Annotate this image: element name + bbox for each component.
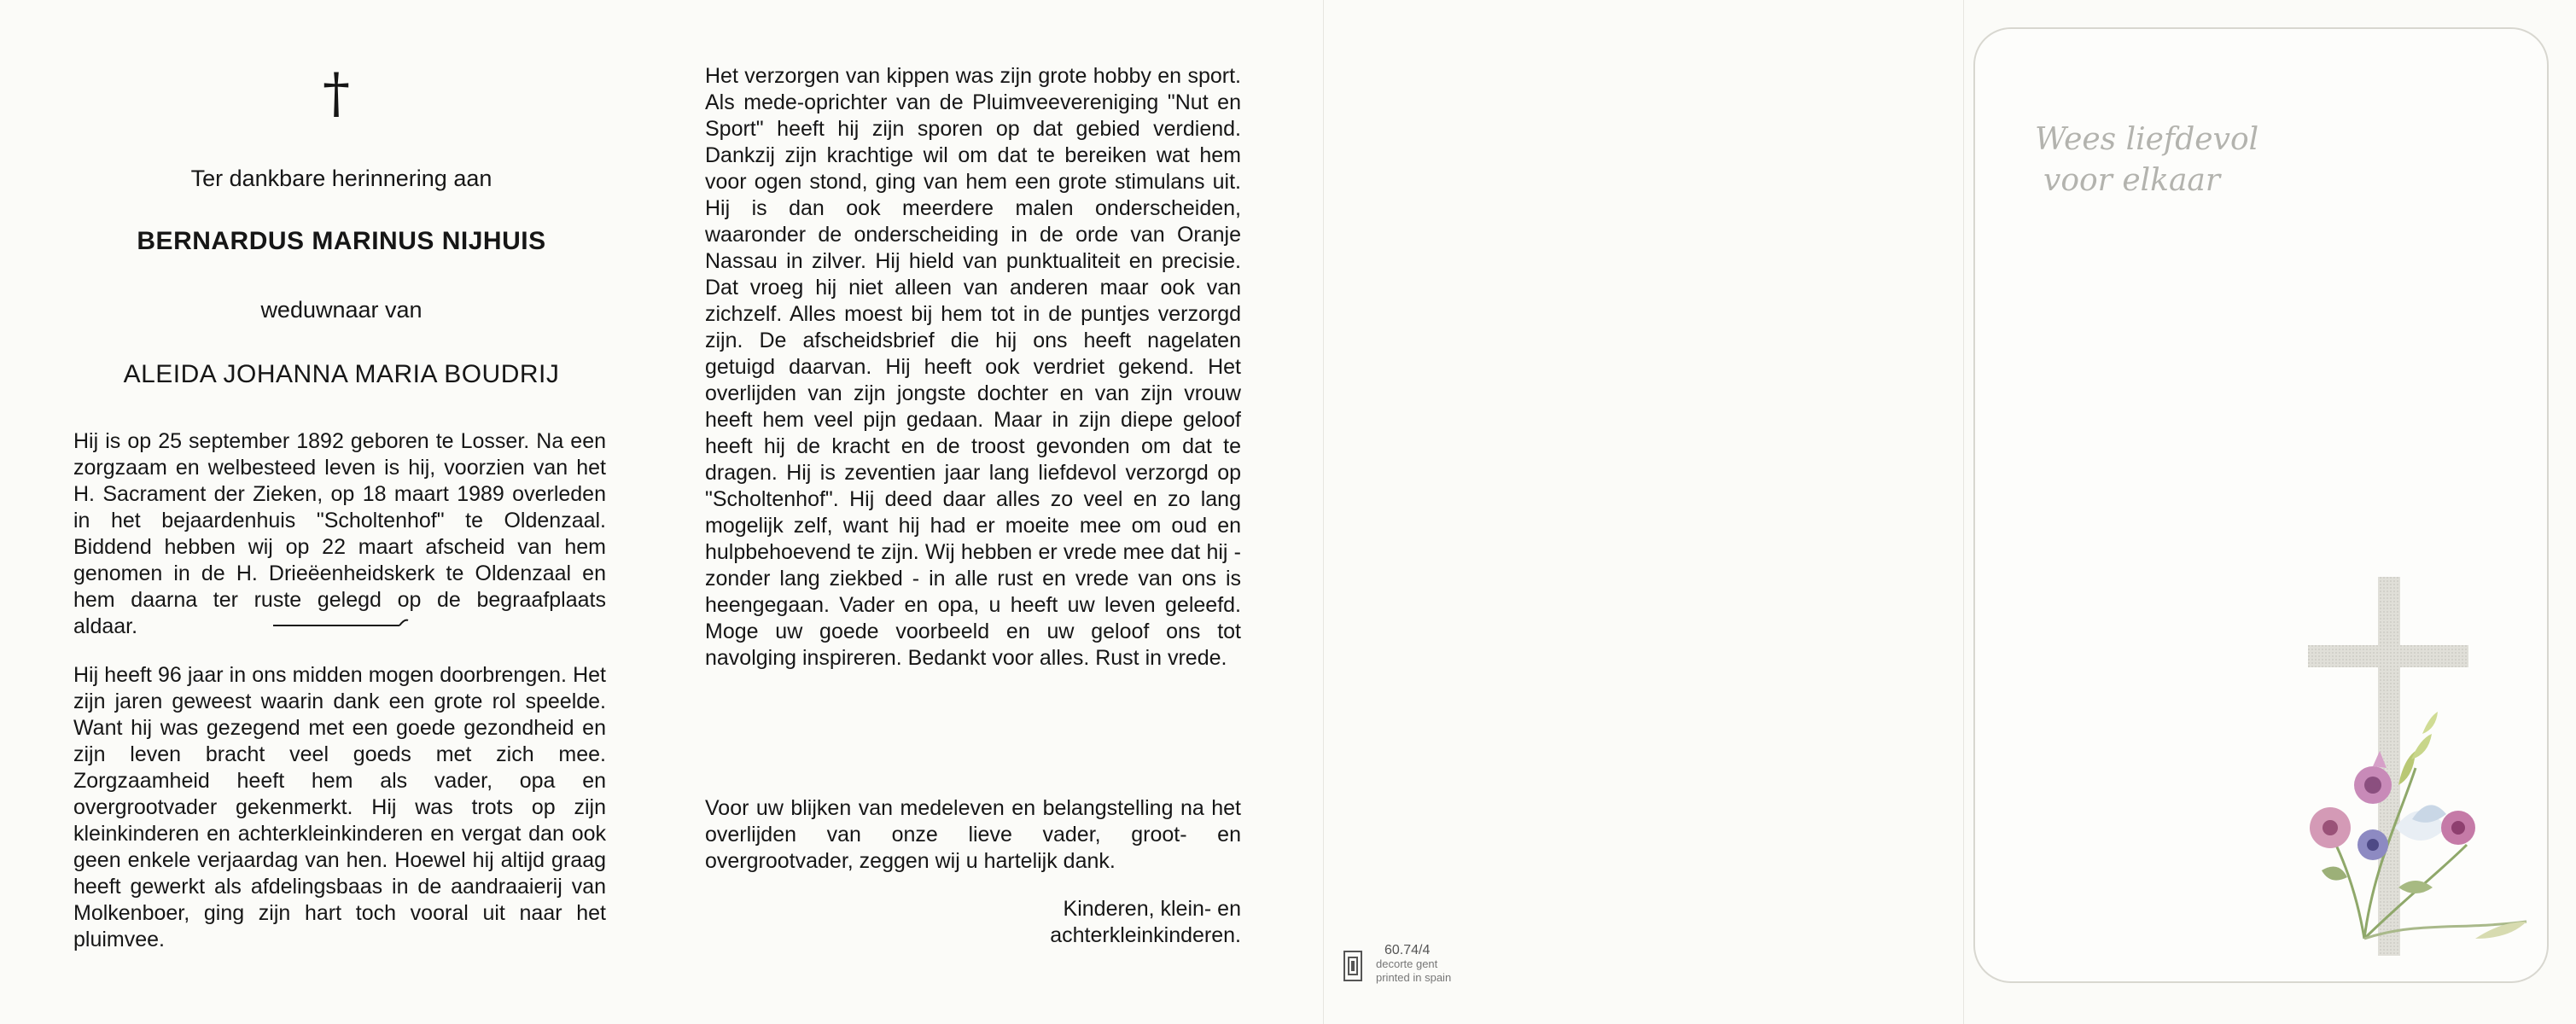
life-paragraph: Hij heeft 96 jaar in ons midden mogen doorbrengen. Het zijn jaren geweest waarin dank een grote rol speelde. Want hij was gezegend met een goede gezondheid en zijn leven bracht veel goeds met zich mee. Zorgzaamheid heeft hem als vader, opa en overgrootvader gekenmerkt. Hij was trots op zijn kleinkinderen en achterkleinkinderen en vergat dan ook geen enkele verjaardag van hen. Hoewel hij altijd graag heeft gewerkt als afdelingsbaas in de aandraaierij van Molkenboer, ging zijn hart toch vooral uit naar het pluimvee.: [73, 663, 606, 951]
motto-line: voor elkaar: [2043, 163, 2221, 198]
motto: [2035, 119, 2258, 201]
publisher-logo-icon: [1343, 951, 1362, 981]
signoff: [982, 896, 1241, 949]
signoff-line: achterkleinkinderen.: [1050, 923, 1241, 947]
relation-line: weduwnaar van: [260, 297, 423, 323]
motto-line: Wees liefdevol: [2035, 122, 2259, 157]
biography-paragraph: Hij is op 25 september 1892 geboren te Losser. Na een zorgzaam en welbesteed leven is hij, voorzien van het H. Sacrament der Zieken, op 18 maart 1989 overleden in het bejaardenhuis "Scholtenhof" te Oldenzaal. Biddend hebben wij op 22 maart afscheid van hem genomen in de H. Drieëenheidskerk te Oldenzaal en hem daarna ter ruste gelegd op de begraafplaats aldaar.: [73, 429, 606, 638]
cross-symbol: †: [323, 62, 350, 125]
spouse-name: ALEIDA JOHANNA MARIA BOUDRIJ: [123, 360, 560, 388]
flower-bouquet-icon: [2310, 712, 2526, 939]
blank-panel: [1323, 0, 1963, 1024]
intro-line: Ter dankbare herinnering aan: [190, 166, 492, 191]
publisher-name: decorte gent: [1376, 957, 1438, 970]
divider-flourish: [271, 618, 410, 631]
fold-line: [1963, 0, 1964, 1024]
printer-mark: [1343, 944, 1514, 995]
print-code: 60.74/4: [1384, 943, 1431, 957]
signoff-line: Kinderen, klein- en: [1063, 897, 1241, 921]
hobby-paragraph: Het verzorgen van kippen was zijn grote hobby en sport. Als mede-oprichter van de Pluimveevereniging "Nut en Sport" heeft hij zijn sporen op dat gebied verdiend. Dankzij zijn krachtige wil om dat te bereiken wat hem voor ogen stond, ging van hem een grote stimulans uit. Hij is dan ook meerdere malen onderscheiden, waaronder de onderscheiding in de orde van Oranje Nassau in zilver. Hij hield van punktualiteit en precisie. Dat vroeg hij niet alleen van anderen maar ook van zichzelf. Alles moest bij hem tot in de puntjes verzorgd zijn. De afscheidsbrief die hij ons heeft nagelaten getuigd daarvan. Hij heeft ook verdriet gekend. Het overlijden van zijn jongste dochter en van zijn vrouw heeft hem veel pijn gedaan. Maar in zijn diepe geloof heeft hij de kracht en de troost gevonden om dat te dragen. Hij is zeventien jaar lang liefdevol verzorgd op "Scholtenhof". Hij deed daar alles zo veel en zo lang mogelijk zelf, want hij had er moeite mee om oud en hulpbehoevend te zijn. Wij hebben er vrede mee dat hij - zonder lang ziekbed - in alle rust en vrede van ons is heengegaan. Vader en opa, u heeft uw leven geleefd. Moge uw goede voorbeeld en uw geloof ons tot navolging inspireren. Bedankt voor alles. Rust in vrede.: [705, 64, 1241, 670]
fold-line: [1323, 0, 1324, 1024]
deceased-name: BERNARDUS MARINUS NIJHUIS: [137, 227, 546, 255]
cross-icon: [2308, 577, 2468, 956]
cross-and-flowers-illustration: [2270, 563, 2561, 964]
print-origin: printed in spain: [1376, 971, 1452, 984]
thanks-paragraph: Voor uw blijken van medeleven en belangstelling na het overlijden van onze lieve vader, groot- en overgrootvader, zeggen wij u hartelijk dank.: [705, 796, 1241, 873]
